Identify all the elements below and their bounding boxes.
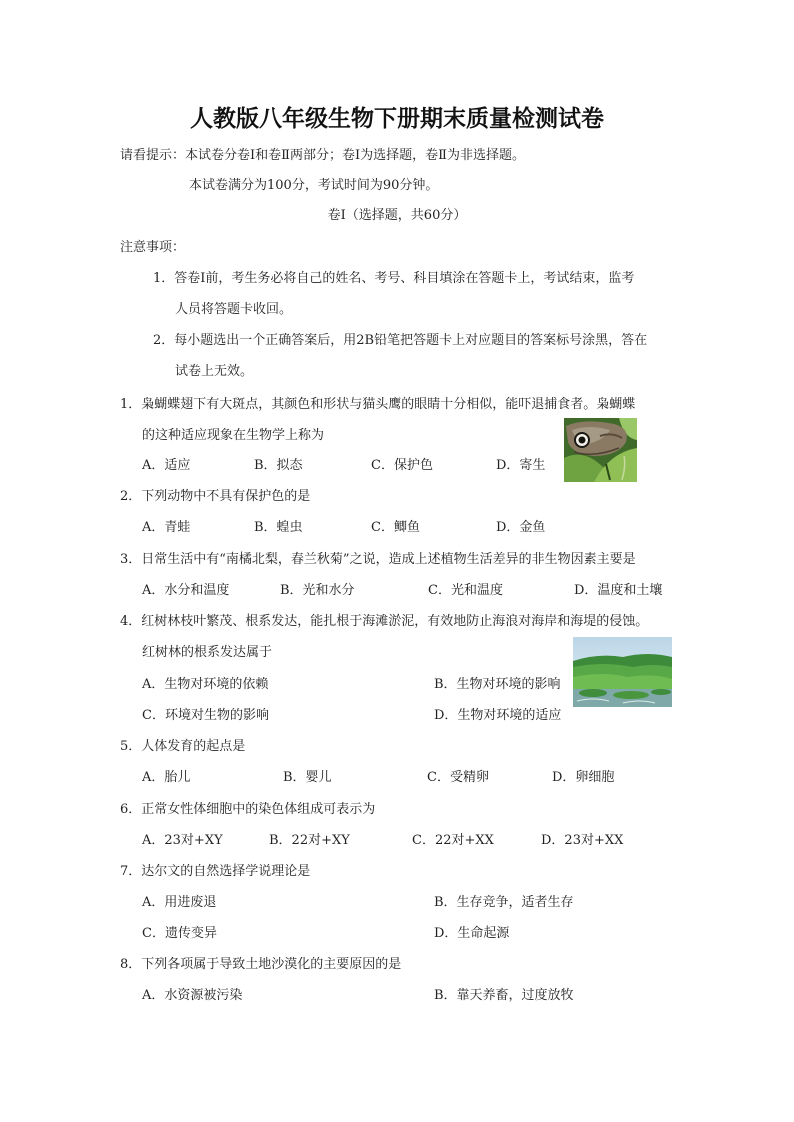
question-1-option-b: B．拟态 xyxy=(254,458,303,473)
question-1-stem-line-1: 1．枭蝴蝶翅下有大斑点，其颜色和形状与猫头鹰的眼睛十分相似，能吓退捕食者。枭蝴蝶 xyxy=(120,397,636,412)
question-6-option-b: B．22对+XY xyxy=(269,833,350,848)
question-4-option-c: C．环境对生物的影响 xyxy=(142,708,269,723)
question-5-option-a: A．胎儿 xyxy=(142,770,191,785)
notes-title: 注意事项： xyxy=(120,240,186,255)
question-6-option-c: C．22对+XX xyxy=(412,833,494,848)
note-1-line-2: 人员将答题卡收回。 xyxy=(175,302,293,317)
question-5-option-d: D．卵细胞 xyxy=(552,770,615,785)
question-1-stem-line-2: 的这种适应现象在生物学上称为 xyxy=(142,428,325,443)
question-7-option-a: A．用进废退 xyxy=(142,895,217,910)
question-3-option-b: B．光和水分 xyxy=(280,583,355,598)
question-1-option-d: D．寄生 xyxy=(496,458,546,473)
question-5-option-c: C．受精卵 xyxy=(427,770,489,785)
hint-line-1: 请看提示：本试卷分卷Ⅰ和卷Ⅱ两部分；卷Ⅰ为选择题，卷Ⅱ为非选择题。 xyxy=(120,148,525,163)
question-4-stem-line-2: 红树林的根系发达属于 xyxy=(142,645,273,660)
question-6-option-d: D．23对+XX xyxy=(541,833,624,848)
question-3-option-a: A．水分和温度 xyxy=(142,583,230,598)
question-4-stem-line-1: 4．红树林枝叶繁茂、根系发达，能扎根于海滩淤泥，有效地防止海浪对海岸和海堤的侵蚀。 xyxy=(120,614,649,629)
note-2-line-2: 试卷上无效。 xyxy=(175,364,254,379)
question-3-option-d: D．温度和土壤 xyxy=(574,583,663,598)
note-1-line-1: 1．答卷Ⅰ前，考生务必将自己的姓名、考号、科目填涂在答题卡上，考试结束，监考 xyxy=(153,271,635,286)
question-3-stem: 3．日常生活中有“南橘北梨，春兰秋菊”之说，造成上述植物生活差异的非生物因素主要是 xyxy=(120,552,636,567)
question-7-option-b: B．生存竞争，适者生存 xyxy=(434,895,574,910)
question-1-option-a: A．适应 xyxy=(142,458,191,473)
question-2-stem: 2．下列动物中不具有保护色的是 xyxy=(120,489,311,504)
owl-butterfly-image xyxy=(564,418,637,482)
note-2-line-1: 2．每小题选出一个正确答案后，用2B铅笔把答题卡上对应题目的答案标号涂黑，答在 xyxy=(153,333,648,348)
hint-line-2: 本试卷满分为100分，考试时间为90分钟。 xyxy=(189,178,439,193)
question-4-option-a: A．生物对环境的依赖 xyxy=(142,677,269,692)
question-4-option-b: B．生物对环境的影响 xyxy=(434,677,561,692)
question-8-option-b: B．靠天养畜，过度放牧 xyxy=(434,988,574,1003)
question-1-option-c: C．保护色 xyxy=(371,458,433,473)
question-8-stem: 8．下列各项属于导致土地沙漠化的主要原因的是 xyxy=(120,957,402,972)
question-7-option-c: C．遗传变异 xyxy=(142,926,217,941)
question-7-stem: 7．达尔文的自然选择学说理论是 xyxy=(120,864,311,879)
question-5-option-b: B．婴儿 xyxy=(283,770,332,785)
question-5-stem: 5．人体发育的起点是 xyxy=(120,739,246,754)
question-4-option-d: D．生物对环境的适应 xyxy=(434,708,562,723)
question-7-option-d: D．生命起源 xyxy=(434,926,510,941)
section-title: 卷Ⅰ（选择题，共60分） xyxy=(327,208,467,223)
question-3-option-c: C．光和温度 xyxy=(428,583,503,598)
question-6-option-a: A．23对+XY xyxy=(142,833,223,848)
question-8-option-a: A．水资源被污染 xyxy=(142,988,243,1003)
question-2-option-c: C．鲫鱼 xyxy=(371,520,420,535)
question-2-option-d: D．金鱼 xyxy=(496,520,546,535)
page-title: 人教版八年级生物下册期末质量检测试卷 xyxy=(190,106,604,132)
question-2-option-a: A．青蛙 xyxy=(142,520,191,535)
question-2-option-b: B．蝗虫 xyxy=(254,520,303,535)
question-6-stem: 6．正常女性体细胞中的染色体组成可表示为 xyxy=(120,802,376,817)
mangrove-forest-image xyxy=(573,637,672,707)
